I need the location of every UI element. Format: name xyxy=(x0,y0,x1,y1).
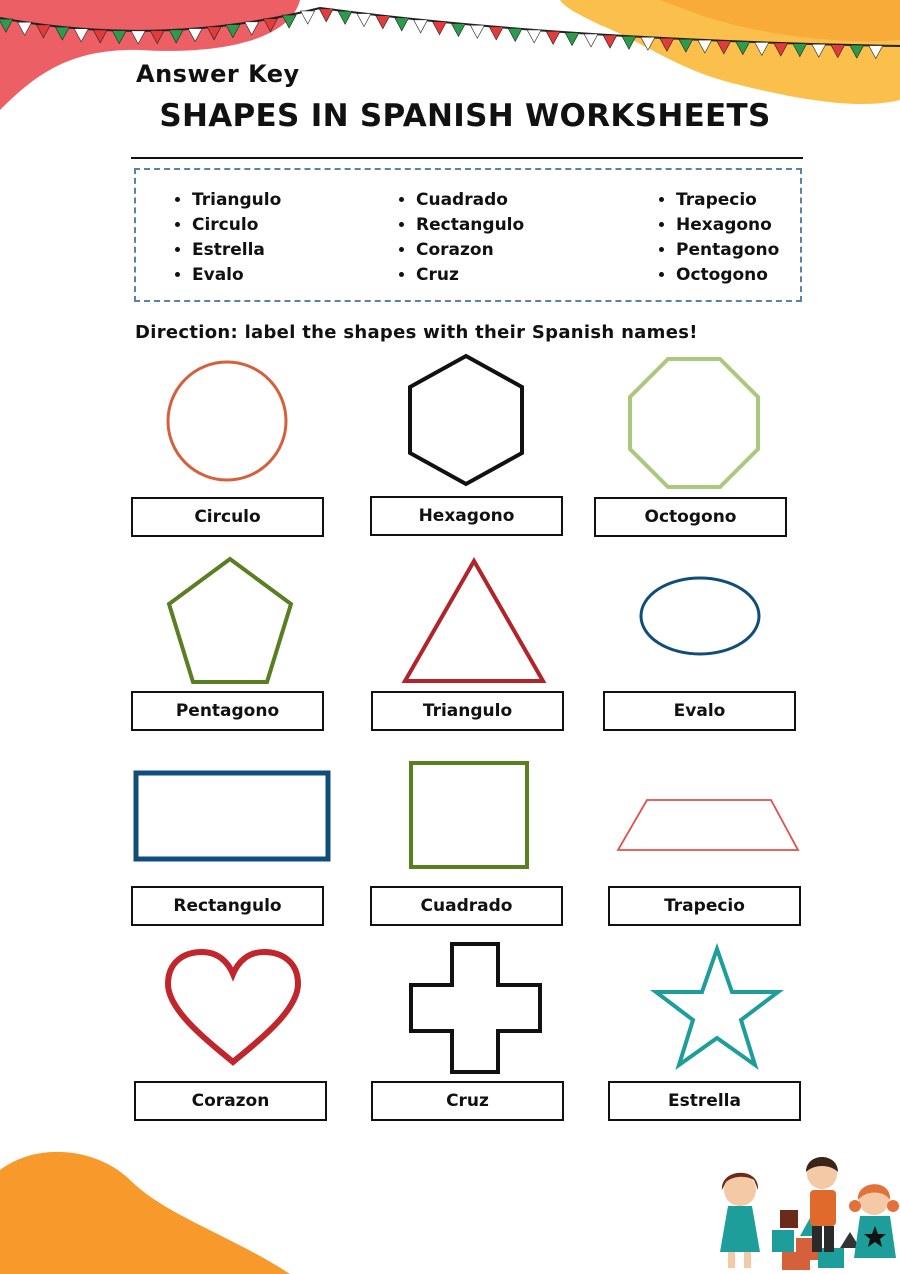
trapezoid-shape xyxy=(614,796,802,854)
page-title: SHAPES IN SPANISH WORKSHEETS xyxy=(159,98,771,134)
word-bank-item: • Cuadrado xyxy=(416,188,524,213)
word-bank-item: • Circulo xyxy=(192,213,281,238)
bunting-flag xyxy=(603,35,617,48)
word-bank-column-3 xyxy=(654,188,779,288)
pentagon-shape xyxy=(162,554,298,688)
bunting-flag xyxy=(338,11,352,24)
word-bank-item: • Estrella xyxy=(192,238,281,263)
answer-label-pentagono: Pentagono xyxy=(131,691,324,731)
direction-text: Direction: label the shapes with their Spanish names! xyxy=(135,322,698,343)
octagon-shape xyxy=(624,354,764,494)
bunting-flag xyxy=(527,30,541,43)
answer-label-cuadrado: Cuadrado xyxy=(370,886,563,926)
rectangle-shape xyxy=(133,769,331,863)
word-bank-item: • Corazon xyxy=(416,238,524,263)
circle-shape xyxy=(162,358,292,484)
answer-label-triangulo: Triangulo xyxy=(371,691,564,731)
bunting-flag xyxy=(489,27,503,40)
word-bank-item: • Evalo xyxy=(192,263,281,288)
answer-label-hexagono: Hexagono xyxy=(370,496,563,536)
word-bank-item: • Octogono xyxy=(676,263,779,288)
bunting-flag xyxy=(357,14,371,27)
bottom-left-blob xyxy=(0,1152,290,1274)
star-shape xyxy=(650,944,784,1070)
bunting-flag xyxy=(451,24,465,37)
cross-shape xyxy=(408,941,544,1075)
word-bank-item: • Trapecio xyxy=(676,188,779,213)
bunting-flag xyxy=(565,33,579,46)
bunting-flag xyxy=(414,20,428,33)
bunting-flag xyxy=(376,16,390,29)
oval-shape xyxy=(636,574,764,660)
answer-label-estrella: Estrella xyxy=(608,1081,801,1121)
word-bank-item: • Hexagono xyxy=(676,213,779,238)
answer-label-circulo: Circulo xyxy=(131,497,324,537)
bunting-flag xyxy=(395,18,409,31)
heart-shape xyxy=(162,946,304,1070)
bunting-flag xyxy=(546,31,560,44)
word-bank-item: • Triangulo xyxy=(192,188,281,213)
answer-label-evalo: Evalo xyxy=(603,691,796,731)
bunting-flag xyxy=(508,28,522,41)
hexagon-shape xyxy=(404,352,528,488)
triangle-shape xyxy=(400,555,548,685)
kids-illustration xyxy=(720,1157,899,1270)
square-shape xyxy=(408,760,530,870)
answer-label-cruz: Cruz xyxy=(371,1081,564,1121)
word-bank-item: • Cruz xyxy=(416,263,524,288)
answer-label-corazon: Corazon xyxy=(134,1081,327,1121)
answer-label-octogono: Octogono xyxy=(594,497,787,537)
answer-key-subtitle: Answer Key xyxy=(136,60,300,88)
answer-label-rectangulo: Rectangulo xyxy=(131,886,324,926)
word-bank xyxy=(134,168,802,302)
bunting-flag xyxy=(319,9,333,22)
bunting-flag xyxy=(470,25,484,38)
word-bank-column-2 xyxy=(394,188,524,288)
answer-label-trapecio: Trapecio xyxy=(608,886,801,926)
title-divider xyxy=(131,157,803,159)
word-bank-column-1 xyxy=(170,188,281,288)
top-left-blob xyxy=(0,0,300,110)
bunting-flag xyxy=(433,22,447,35)
bunting-flag xyxy=(584,34,598,47)
word-bank-item: • Rectangulo xyxy=(416,213,524,238)
bunting-flag xyxy=(301,11,315,24)
bunting-flag xyxy=(622,36,636,49)
word-bank-item: • Pentagono xyxy=(676,238,779,263)
